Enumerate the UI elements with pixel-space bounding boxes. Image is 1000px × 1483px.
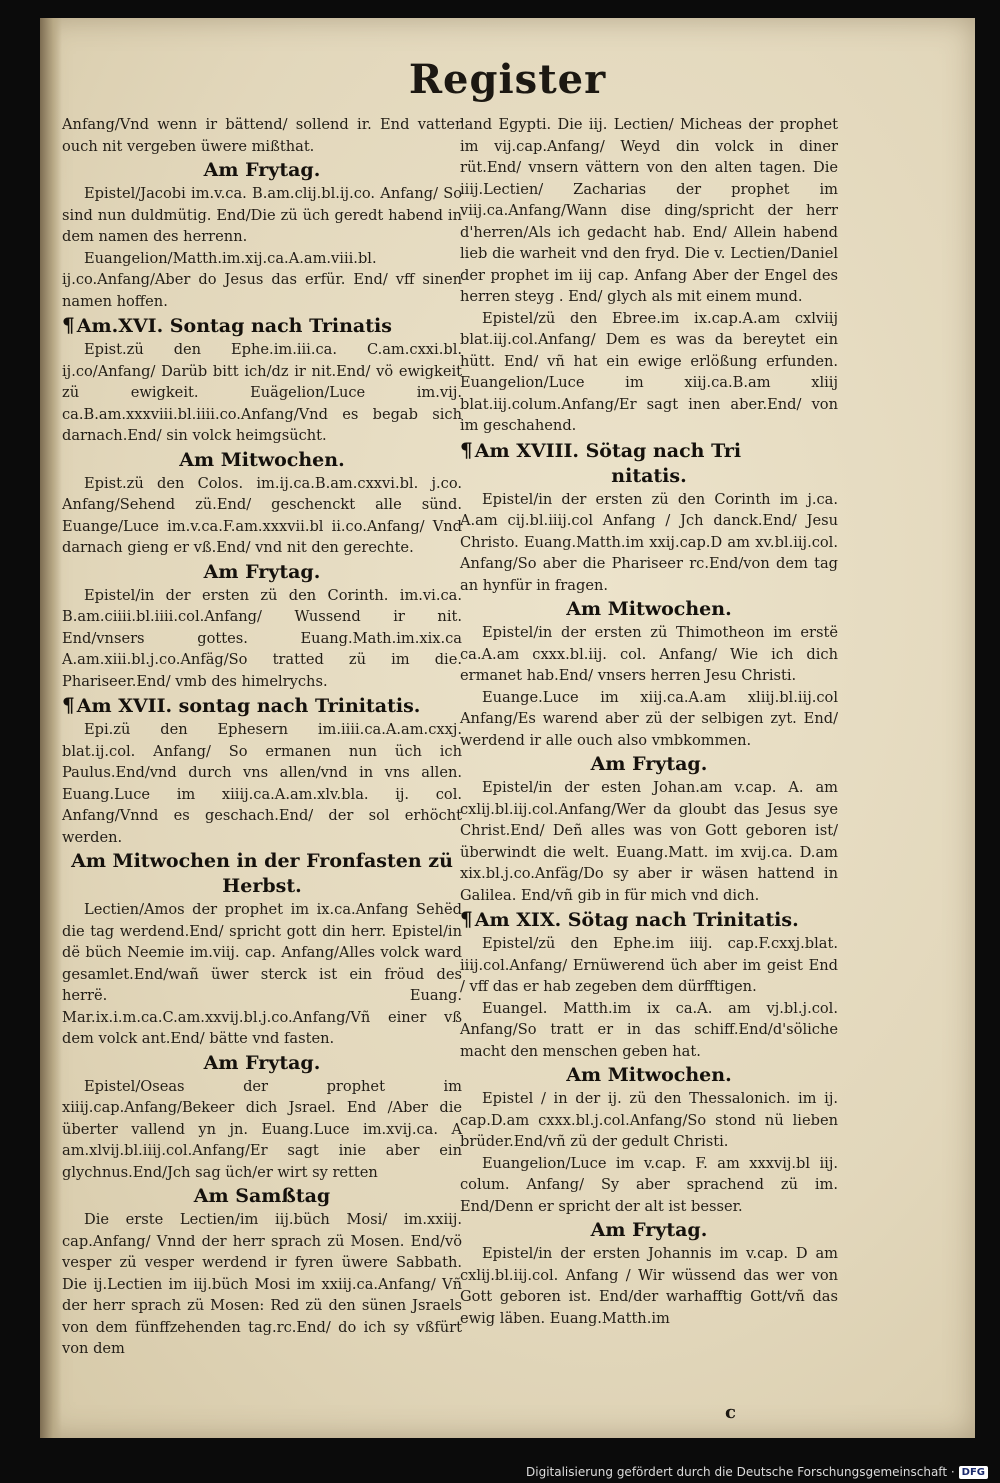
sunday-heading [62,693,462,719]
digitization-credit [526,1465,988,1479]
paragraph: Epi.zü den Ephesern im.iiii.ca.A.am.cxxj. blat.ij.col. Anfang/ So ermanen nun üch ich Paulus.End/vnd durch vns allen/vnd in vns allen. Euang.Luce im xiiij.ca.A.am.xlv.bla. ij. col. Anfang/Vnnd es geschach.End/ der sol erhöcht werden. [62,721,462,846]
book-page [40,18,975,1438]
section-heading: Am Frytag. [203,159,321,181]
left-column [62,114,462,1360]
paragraph: Anfang/Vnd wenn ir bättend/ sollend ir. End vatter ouch nit vergeben üwere mißthat. [62,116,462,155]
paragraph: Epistel/zü den Ephe.im iiij. cap.F.cxxj.blat. iiij.col.Anfang/ Ernüwerend üch aber im geist End / vff das er hab zegeben dem dürfftigen. [460,935,838,995]
running-title: Register [408,56,607,103]
paragraph: Epistel/zü den Ebree.im ix.cap.A.am cxlviij blat.iij.col.Anfang/ Dem es was da bereytet ein hütt. End/ vñ hat ein ewige erlößung erfunden. Euangelion/Luce im xiij.ca.B.am xliij blat.iij.colum.Anfang/Er sagt inen aber.End/ von im geschahend. [460,309,838,434]
paragraph: Epistel/in der ersten zü den Corinth im j.ca. A.am cij.bl.iiij.col Anfang / Jch danck.End/ Jesu Christo. Euang.Matth.im xxij.cap.D am xv.bl.iij.col. Anfang/So aber die Phariseer rc.End/von dem tag an hynfür in fragen. [460,490,838,594]
pilcrow-icon: ¶ [62,693,75,717]
section-heading: Am Frytag. [203,1051,321,1074]
pilcrow-icon: ¶ [62,313,75,337]
paragraph: Epistel/in der ersten Johannis im v.cap. D am cxlij.bl.iij.col. Anfang / Wir wüssend das wer von Gott geboren ist. End/der warhafftig Gott/vñ das ewig läben. Euang.Matth.im [460,1245,838,1327]
dfg-logo: DFG [959,1466,988,1479]
section-heading: Am Frytag. [590,1219,708,1241]
section-heading: Am Mitwochen. [566,598,732,620]
sunday-heading [62,313,462,339]
paragraph: Epistel/Oseas der prophet im xiiij.cap.Anfang/Bekeer dich Jsrael. End /Aber die überter vallend yn jn. Euang.Luce im.xvij.ca. A am.xlvij.bl.iiij.col.Anfang/Er sagt inie aber ein glychnus.End/Jch sag üch/er wirt sy retten [62,1077,462,1181]
pilcrow-icon: ¶ [460,437,473,462]
paragraph: Euangelion/Matth.im.xij.ca.A.am.viii.bl. ij.co.Anfang/Aber do Jesus das erfür. End/ vff sinen namen hoffen. [62,249,462,310]
sunday-heading-text: Am XVII. sontag nach Trinitatis. [76,695,421,717]
page-header [40,56,975,103]
paragraph: Euange.Luce im xiij.ca.A.am xliij.bl.iij.col Anfang/Es warend aber zü der selbigen zyt. End/ werdend ir alle ouch also vmbkommen. [460,688,838,749]
section-heading: Am Frytag. [590,753,708,775]
signature-mark: c [725,1402,736,1423]
credit-text: Digitalisierung gefördert durch die Deutsche Forschungsgemeinschaft · [526,1465,955,1479]
page-gutter [40,18,62,1438]
paragraph: Epist.zü den Colos. im.ij.ca.B.am.cxxvi.bl. j.co. Anfang/Sehend zü.End/ geschenckt alle sünd. Euange/Luce im.v.ca.F.am.xxxvii.bl ii.co.Anfang/ Vnd darnach gieng er vß.End/ vnd nit den gerechte. [62,474,462,556]
sunday-heading [460,907,838,933]
paragraph: Die erste Lectien/im iij.büch Mosi/ im.xxiij. cap.Anfang/ Vnnd der herr sprach zü Mosen. End/vö vesper zü vesper werdend ir fyren üwere Sabbath. Die ij.Lectien im iij.büch Mosi im xxiij.ca.Anfang/ Vñ der herr sprach zü Mosen: Red zü den sünen Jsraels von dem fünffzehenden tag.rc.End/ do ich sy vßfürt von dem [62,1211,462,1357]
section-heading: Am Mitwochen in der Fronfasten zü Herbst. [71,850,453,897]
paragraph: Lectien/Amos der prophet im ix.ca.Anfang Sehëd die tag werdend.End/ spricht gott din herr. Epistel/in dë büch Neemie im.viij. cap. Anfang/Alles volck ward gesamlet.End/wañ üwer sterck ist ein fröud des herrë. Euang. Mar.ix.i.m.ca.C.am.xxvij.bl.j.co.Anfang/Vñ einer vß dem volck ant.End/ bätte vnd fasten. [62,901,462,1047]
right-column [460,114,838,1329]
sunday-heading-text: Am XVIII. Sötag nach Tri [474,439,742,462]
sunday-heading-continuation: nitatis. [611,464,687,487]
sunday-heading-text: Am XIX. Sötag nach Trinitatis. [474,909,799,931]
paragraph: land Egypti. Die iij. Lectien/ Micheas der prophet im vij.cap.Anfang/ Weyd din volck in diner rüt.End/ vnsern vättern von den alten tagen. Die iiij.Lectien/ Zacharias der prophet im viij.ca.Anfang/Wann dise ding/spricht der herr d'herren/Als ich gedacht hab. End/ Allein habend lieb die warheit vnd den fryd. Die v. Lectien/Daniel der prophet im iij cap. Anfang Aber der Engel des herren steyg . End/ glych als mit einem mund. [460,116,838,305]
section-heading: Am Mitwochen. [566,1064,732,1086]
section-heading: Am Frytag. [203,560,321,583]
paragraph: Epistel/Jacobi im.v.ca. B.am.clij.bl.ij.co. Anfang/ So sind nun duldmütig. End/Die zü üch geredt habend in dem namen des herrenn. [62,185,462,245]
section-heading: Am Mitwochen. [179,448,345,471]
paragraph: Epistel/in der ersten zü den Corinth. im.vi.ca. B.am.ciiii.bl.iiii.col.Anfang/ Wussend ir nit. End/vnsers gottes. Euang.Math.im.xix.ca A.am.xiii.bl.j.co.Anfäg/So tratted zü im die. Phariseer.End/ vmb des himelrychs. [62,586,462,690]
paragraph: Epistel/in der ersten zü Thimotheon im erstë ca.A.am cxxx.bl.iij. col. Anfang/ Wie ich dich ermanet hab.End/ vnsers herren Jesu Christi. [460,624,838,684]
paragraph: Epist.zü den Ephe.im.iii.ca. C.am.cxxi.bl. ij.co/Anfang/ Darüb bitt ich/dz ir nit.End/ vö ewigkeit zü ewigkeit. Euägelion/Luce im.vij. ca.B.am.xxxviii.bl.iiii.co.Anfang/Vnd es begab sich darnach.End/ sin volck heimgsücht. [62,341,462,444]
paragraph: Euangel. Matth.im ix ca.A. am vj.bl.j.col. Anfang/So tratt er in das schiff.End/d'söliche macht den menschen geben hat. [460,999,838,1060]
section-heading: Am Samßtag [193,1185,331,1207]
paragraph: Epistel/in der esten Johan.am v.cap. A. am cxlij.bl.iij.col.Anfang/Wer da gloubt das Jesus sye Christ.End/ Deñ alles was von Gott geboren ist/überwindt die welt. Euang.Matt. im xvij.ca. D.am xix.bl.j.co.Anfäg/Do sy aber ir wäsen hattend in Galilea. End/vñ gib in für mich vnd dich. [460,779,838,904]
paragraph: Epistel / in der ij. zü den Thessalonich. im ij. cap.D.am cxxx.bl.j.col.Anfang/So stond nü lieben brüder.End/vñ zü der gedult Christi. [460,1090,838,1150]
sunday-heading [460,438,838,489]
paragraph: Euangelion/Luce im v.cap. F. am xxxvij.bl iij. colum. Anfang/ Sy aber sprachend zü im. End/Denn er spricht der alt ist besser. [460,1154,838,1215]
pilcrow-icon: ¶ [460,907,473,931]
sunday-heading-text: Am.XVI. Sontag nach Trinatis [76,315,392,337]
